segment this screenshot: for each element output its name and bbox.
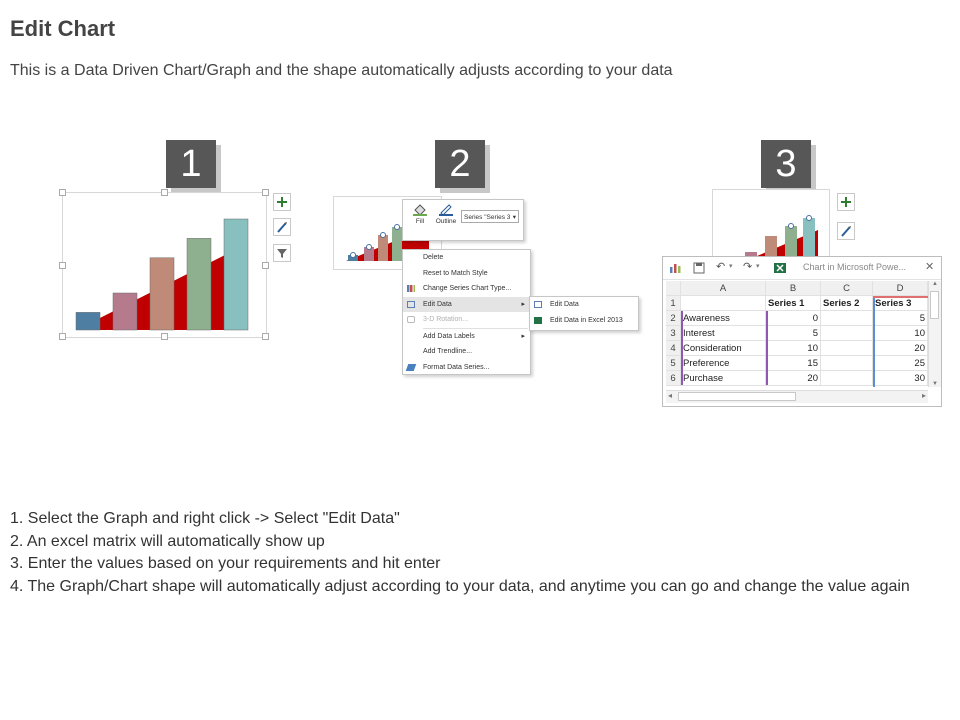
chart-icon	[669, 262, 681, 274]
trendline-icon	[407, 348, 415, 355]
bar-1[interactable]	[76, 312, 100, 330]
chart-selection-frame[interactable]	[62, 192, 267, 338]
menu-item-label: Delete	[423, 254, 444, 261]
context-menu	[402, 249, 531, 375]
brush-icon	[838, 223, 854, 239]
menu-item-3d-rotation	[403, 312, 530, 328]
scroll-up-icon[interactable]: ▲	[932, 281, 938, 287]
menu-item-label: Reset to Match Style	[423, 269, 488, 277]
table-cell[interactable]: 5	[766, 326, 821, 341]
undo-icon[interactable]: ↶	[716, 261, 726, 273]
table-row	[666, 311, 928, 326]
table-cell[interactable]: 10	[873, 326, 928, 341]
menu-item-change-chart-type[interactable]	[403, 281, 530, 297]
table-row	[666, 341, 928, 356]
excel-title-bar	[663, 257, 941, 280]
table-cell[interactable]: 25	[873, 356, 928, 371]
table-cell[interactable]: 15	[766, 356, 821, 371]
edit-data-submenu	[529, 296, 639, 331]
outline-label: Outline	[435, 218, 457, 225]
excel-icon	[534, 317, 542, 324]
menu-item-edit-data[interactable]	[403, 297, 530, 313]
table-cell[interactable]: 10	[766, 341, 821, 356]
chart-elements-button-3[interactable]	[837, 193, 855, 211]
row-number[interactable]: 1	[666, 296, 681, 311]
table-cell[interactable]: Preference	[681, 356, 766, 371]
bar-chart[interactable]	[63, 193, 266, 337]
row-number[interactable]: 4	[666, 341, 681, 356]
table-row	[666, 326, 928, 341]
scroll-left-icon[interactable]: ◂	[668, 391, 673, 400]
scrollbar-thumb[interactable]	[930, 291, 939, 319]
row-number[interactable]: 6	[666, 371, 681, 386]
table-cell[interactable]: Series 2	[821, 296, 873, 311]
instruction-step-4: 4. The Graph/Chart shape will automatically adjust according to your data, and anytime you can go and change the value again	[10, 577, 910, 595]
step-number-3: 3	[761, 140, 811, 188]
menu-item-label: Edit Data in Excel 2013	[550, 316, 623, 324]
bar-3[interactable]	[150, 258, 174, 330]
filter-icon	[274, 245, 290, 261]
fill-button[interactable]	[409, 204, 431, 236]
row-number[interactable]: 2	[666, 311, 681, 326]
excel-window-title: Chart in Microsoft Powe...	[803, 262, 907, 272]
plus-icon	[274, 194, 290, 210]
format-mini-toolbar	[402, 199, 524, 241]
scroll-right-icon[interactable]: ▸	[921, 391, 926, 400]
menu-item-label: 3-D Rotation...	[423, 316, 469, 323]
menu-item-reset-style[interactable]	[403, 266, 530, 282]
table-cell[interactable]: 20	[873, 341, 928, 356]
instructions-list	[10, 508, 945, 598]
menu-item-add-data-labels[interactable]	[403, 329, 530, 345]
menu-item-label: Edit Data	[423, 300, 452, 308]
series-select-value: Series "Series 3	[464, 214, 511, 221]
table-cell[interactable]: Consideration	[681, 341, 766, 356]
chart-thumbnail-graphic	[713, 190, 829, 262]
chart-filters-button[interactable]	[273, 244, 291, 262]
chart-elements-button[interactable]	[273, 193, 291, 211]
menu-item-label: Format Data Series...	[423, 363, 490, 371]
menu-item-label: Add Data Labels	[423, 332, 475, 340]
reset-icon	[407, 270, 415, 277]
chevron-down-icon[interactable]: ▾	[756, 263, 760, 270]
redo-icon[interactable]: ↷	[743, 261, 753, 273]
outline-button[interactable]	[432, 204, 460, 236]
delete-icon	[407, 254, 415, 261]
scrollbar-thumb[interactable]	[678, 392, 796, 401]
chevron-down-icon[interactable]: ▾	[729, 263, 733, 270]
bar-5[interactable]	[224, 219, 248, 330]
table-cell[interactable]	[681, 296, 766, 311]
table-cell[interactable]: Interest	[681, 326, 766, 341]
submenu-arrow-icon: ▸	[521, 300, 525, 308]
edit-data-icon	[534, 301, 542, 308]
save-icon[interactable]	[693, 262, 705, 274]
menu-item-format-data-series[interactable]	[403, 360, 530, 376]
instruction-step-2: 2. An excel matrix will automatically show up	[10, 532, 325, 550]
page-subtitle: This is a Data Driven Chart/Graph and the shape automatically adjusts according to your data	[10, 62, 673, 79]
table-cell[interactable]	[821, 326, 873, 341]
menu-item-label: Change Series Chart Type...	[423, 285, 512, 292]
bar-4[interactable]	[187, 238, 211, 330]
chart-styles-button[interactable]	[273, 218, 291, 236]
menu-item-add-trendline[interactable]	[403, 344, 530, 360]
table-cell[interactable]: 5	[873, 311, 928, 326]
table-row	[666, 371, 928, 386]
chart-styles-button-3[interactable]	[837, 222, 855, 240]
excel-icon[interactable]	[774, 262, 786, 274]
outline-pen-icon	[439, 204, 453, 216]
fill-label: Fill	[415, 218, 425, 225]
page-title: Edit Chart	[10, 16, 116, 41]
series-select[interactable]	[461, 210, 519, 223]
format-series-icon	[406, 364, 417, 371]
data-labels-icon	[407, 333, 415, 340]
brush-icon	[274, 219, 290, 235]
column-header[interactable]: D	[873, 281, 928, 296]
table-cell[interactable]	[821, 341, 873, 356]
menu-item-label: Add Trendline...	[423, 348, 473, 355]
bar-2[interactable]	[113, 293, 137, 330]
table-cell[interactable]	[821, 311, 873, 326]
chart-thumbnail-3[interactable]	[712, 189, 830, 263]
menu-item-delete[interactable]	[403, 250, 530, 266]
scroll-down-icon[interactable]: ▼	[932, 381, 938, 387]
column-header[interactable]: A	[681, 281, 766, 296]
table-row	[666, 356, 928, 371]
step-number-1: 1	[166, 140, 216, 188]
table-cell[interactable]: Series 3	[873, 296, 928, 311]
submenu-item-edit-data-excel[interactable]	[530, 313, 638, 329]
column-header-row	[666, 281, 928, 296]
corner-cell[interactable]	[666, 281, 681, 296]
row-number[interactable]: 3	[666, 326, 681, 341]
edit-data-icon	[407, 301, 415, 308]
table-cell[interactable]: 30	[873, 371, 928, 386]
table-cell[interactable]: Series 1	[766, 296, 821, 311]
column-header[interactable]: C	[821, 281, 873, 296]
menu-item-label: Edit Data	[550, 301, 579, 308]
table-cell[interactable]: 20	[766, 371, 821, 386]
excel-grid	[666, 281, 928, 387]
chevron-down-icon: ▾	[512, 214, 516, 221]
column-header[interactable]: B	[766, 281, 821, 296]
plus-icon	[838, 194, 854, 210]
table-row	[666, 296, 928, 311]
table-cell[interactable]: 0	[766, 311, 821, 326]
fill-bucket-icon	[413, 204, 427, 216]
vertical-scrollbar[interactable]	[928, 281, 941, 387]
close-icon[interactable]: ✕	[925, 261, 935, 273]
excel-data-sheet	[662, 256, 942, 407]
step-number-2: 2	[435, 140, 485, 188]
table-cell[interactable]	[821, 356, 873, 371]
rotation-icon	[407, 316, 415, 323]
instruction-step-3: 3. Enter the values based on your requirements and hit enter	[10, 555, 441, 572]
horizontal-scrollbar[interactable]	[666, 390, 928, 403]
table-cell[interactable]: Purchase	[681, 371, 766, 386]
submenu-item-edit-data[interactable]	[530, 297, 638, 313]
instruction-step-1: 1. Select the Graph and right click -> Select "Edit Data"	[10, 510, 400, 527]
row-number[interactable]: 5	[666, 356, 681, 371]
table-cell[interactable]: Awareness	[681, 311, 766, 326]
table-cell[interactable]	[821, 371, 873, 386]
chart-type-icon	[407, 285, 415, 292]
submenu-arrow-icon: ▸	[521, 332, 525, 340]
